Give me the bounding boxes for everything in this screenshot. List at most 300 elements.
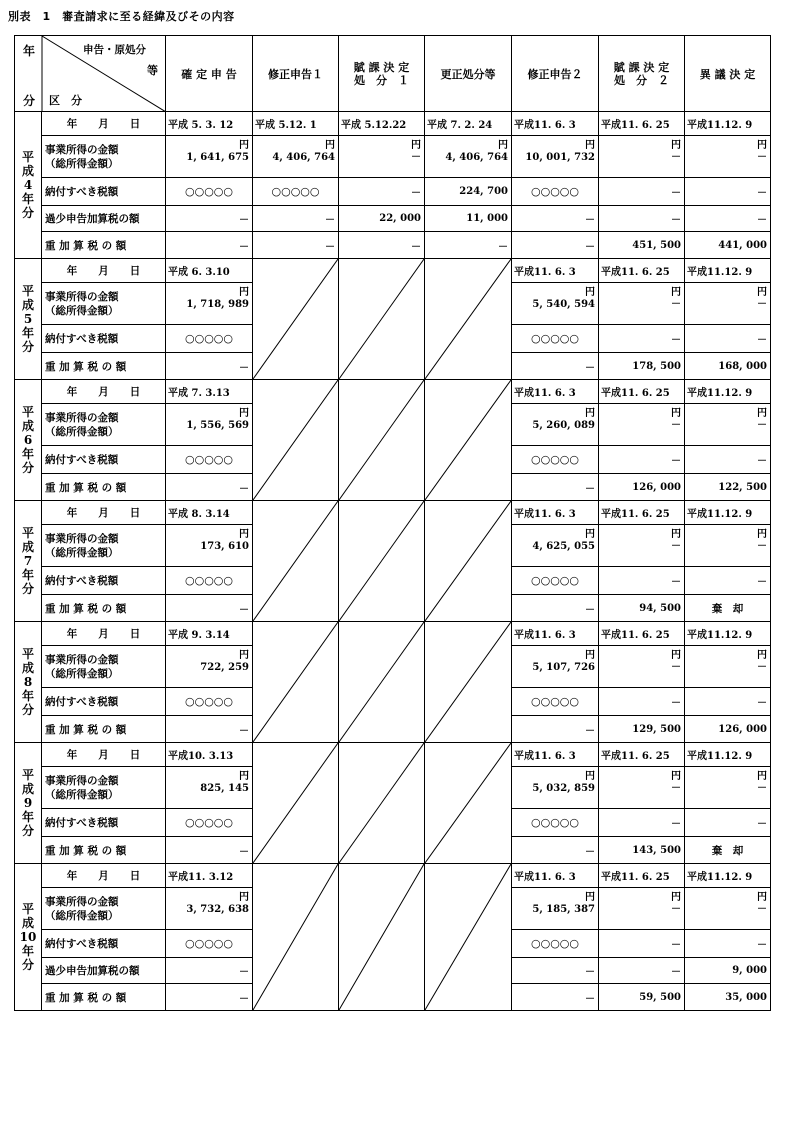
year-label bbox=[15, 284, 41, 354]
year-label-char: 平 bbox=[21, 405, 34, 419]
row-label-text: 納付すべき税額 bbox=[45, 938, 119, 950]
year-label bbox=[15, 150, 41, 220]
not-applicable-cell bbox=[253, 380, 339, 501]
yen-unit: 円 bbox=[325, 140, 335, 151]
diagonal-slash bbox=[339, 743, 424, 863]
masked-amount: ○○○○○ bbox=[531, 453, 579, 466]
year-label-char: 成 bbox=[21, 916, 34, 930]
heavy-value: － bbox=[239, 846, 249, 858]
date-value: 平成10. 3.13 bbox=[168, 751, 234, 762]
year-label-char: 4 bbox=[23, 178, 33, 192]
yen-unit: 円 bbox=[671, 892, 681, 903]
year-label-char: 年 bbox=[21, 944, 34, 958]
under-value: 11, 000 bbox=[466, 213, 508, 224]
income-value: 1, 718, 989 bbox=[186, 299, 249, 310]
year-label-char: 年 bbox=[21, 810, 34, 824]
year-label-char: 分 bbox=[21, 703, 34, 717]
masked-amount: ○○○○○ bbox=[531, 332, 579, 345]
income-value: － bbox=[757, 783, 767, 794]
year-label-char: 成 bbox=[21, 540, 34, 554]
year-label-char: 成 bbox=[21, 164, 34, 178]
row-label-heavy bbox=[42, 232, 166, 259]
row-label-income bbox=[42, 646, 166, 688]
table-row bbox=[15, 380, 771, 404]
value-cell-tax bbox=[599, 446, 685, 474]
value-cell-income bbox=[599, 767, 685, 809]
row-label-text: 重 加 算 税 の 額 bbox=[45, 360, 127, 373]
tax-value: － bbox=[671, 456, 681, 467]
value-cell-heavy bbox=[599, 595, 685, 622]
value-cell-income bbox=[166, 525, 253, 567]
diagonal-slash bbox=[339, 380, 424, 500]
masked-amount: ○○○○○ bbox=[185, 453, 233, 466]
year-label-char: 平 bbox=[21, 284, 34, 298]
not-applicable-cell bbox=[339, 501, 425, 622]
col-header: 確 定 申 告 bbox=[166, 36, 253, 112]
value-cell-tax bbox=[512, 930, 599, 958]
income-value: － bbox=[757, 152, 767, 163]
value-cell-income bbox=[685, 136, 771, 178]
table-row bbox=[15, 743, 771, 767]
date-value: 平成11. 6. 3 bbox=[514, 388, 576, 399]
year-label-char: 10 bbox=[19, 930, 37, 944]
heavy-value: 129, 500 bbox=[632, 723, 681, 735]
value-cell-tax bbox=[512, 446, 599, 474]
value-cell-income bbox=[512, 767, 599, 809]
value-cell-heavy bbox=[685, 984, 771, 1011]
value-cell-heavy bbox=[599, 353, 685, 380]
value-cell-under bbox=[339, 206, 425, 232]
tax-value: － bbox=[757, 819, 767, 830]
income-value: 5, 540, 594 bbox=[532, 299, 595, 310]
year-label-char: 7 bbox=[23, 554, 33, 568]
tax-value: － bbox=[671, 819, 681, 830]
heavy-value: 143, 500 bbox=[632, 844, 681, 856]
value-cell-under bbox=[512, 206, 599, 232]
row-label-text: 事業所得の金額 bbox=[45, 653, 119, 666]
tax-value: － bbox=[757, 335, 767, 346]
under-value: － bbox=[757, 215, 767, 226]
income-value: － bbox=[757, 299, 767, 310]
yen-unit: 円 bbox=[585, 892, 595, 903]
row-label-text: 過少申告加算税の額 bbox=[45, 213, 140, 225]
heavy-value: － bbox=[585, 483, 595, 495]
row-label-date bbox=[42, 864, 166, 888]
value-cell-tax bbox=[166, 809, 253, 837]
value-cell-income bbox=[685, 525, 771, 567]
tax-value: － bbox=[757, 188, 767, 199]
heavy-value: 棄 却 bbox=[711, 844, 744, 857]
heavy-value: － bbox=[239, 993, 249, 1005]
value-cell-date bbox=[166, 864, 253, 888]
value-cell-heavy bbox=[253, 232, 339, 259]
yen-unit: 円 bbox=[757, 892, 767, 903]
value-cell-income bbox=[166, 767, 253, 809]
table-row bbox=[15, 206, 771, 232]
value-cell-tax bbox=[512, 178, 599, 206]
col-header: 賦 課 決 定 処 分 ２ bbox=[599, 36, 685, 112]
row-label-text: 事業所得の金額 bbox=[45, 143, 119, 156]
heavy-value: － bbox=[411, 241, 421, 253]
masked-amount: ○○○○○ bbox=[185, 695, 233, 708]
not-applicable-cell bbox=[339, 259, 425, 380]
year-label-char: 年 bbox=[21, 568, 34, 582]
income-value: 3, 732, 638 bbox=[186, 904, 249, 915]
value-cell-heavy bbox=[685, 232, 771, 259]
value-cell-date bbox=[599, 501, 685, 525]
diagonal-slash bbox=[425, 259, 511, 379]
under-value: － bbox=[585, 967, 595, 978]
date-value: 平成 5. 3. 12 bbox=[168, 120, 234, 131]
date-value: 平成11.12. 9 bbox=[687, 872, 753, 883]
under-value: － bbox=[585, 215, 595, 226]
row-label-income bbox=[42, 888, 166, 930]
income-value: 4, 625, 055 bbox=[532, 541, 595, 552]
date-value: 平成11.12. 9 bbox=[687, 630, 753, 641]
row-label-date bbox=[42, 501, 166, 525]
value-cell-under bbox=[685, 958, 771, 984]
not-applicable-cell bbox=[339, 622, 425, 743]
row-label-heavy bbox=[42, 595, 166, 622]
date-value: 平成11. 6. 25 bbox=[601, 872, 670, 883]
row-label-text: 年 月 日 bbox=[66, 265, 141, 277]
row-label-subtext: （総所得金額） bbox=[45, 667, 119, 680]
year-label-char: 平 bbox=[21, 150, 34, 164]
value-cell-tax bbox=[685, 688, 771, 716]
value-cell-under bbox=[166, 206, 253, 232]
date-value: 平成11.12. 9 bbox=[687, 267, 753, 278]
masked-amount: ○○○○○ bbox=[531, 937, 579, 950]
tax-value: － bbox=[757, 577, 767, 588]
value-cell-income bbox=[599, 646, 685, 688]
header-row bbox=[15, 36, 771, 112]
date-value: 平成11. 6. 3 bbox=[514, 509, 576, 520]
under-value: － bbox=[671, 967, 681, 978]
row-label-text: 納付すべき税額 bbox=[45, 817, 119, 829]
under-value: 22, 000 bbox=[379, 213, 421, 224]
yen-unit: 円 bbox=[757, 650, 767, 661]
heavy-value: 126, 000 bbox=[718, 723, 767, 735]
value-cell-date bbox=[599, 380, 685, 404]
row-label-text: 事業所得の金額 bbox=[45, 895, 119, 908]
yen-unit: 円 bbox=[757, 140, 767, 151]
row-label-income bbox=[42, 136, 166, 178]
year-label-char: 成 bbox=[21, 782, 34, 796]
income-value: 722, 259 bbox=[200, 662, 249, 673]
value-cell-heavy bbox=[599, 984, 685, 1011]
income-value: 825, 145 bbox=[200, 783, 249, 794]
value-cell-income bbox=[166, 404, 253, 446]
table-row bbox=[15, 136, 771, 178]
masked-amount: ○○○○○ bbox=[531, 695, 579, 708]
date-value: 平成 6. 3.10 bbox=[168, 267, 230, 278]
income-value: － bbox=[671, 783, 681, 794]
tax-value: － bbox=[757, 698, 767, 709]
table-body bbox=[15, 112, 771, 1011]
value-cell-tax bbox=[685, 567, 771, 595]
value-cell-heavy bbox=[512, 353, 599, 380]
heavy-value: － bbox=[325, 241, 335, 253]
row-label-text: 重 加 算 税 の 額 bbox=[45, 602, 127, 615]
date-value: 平成 9. 3.14 bbox=[168, 630, 230, 641]
heavy-value: － bbox=[585, 604, 595, 616]
date-value: 平成11.12. 9 bbox=[687, 388, 753, 399]
table-row bbox=[15, 259, 771, 283]
value-cell-income bbox=[166, 646, 253, 688]
masked-amount: ○○○○○ bbox=[185, 816, 233, 829]
year-label bbox=[15, 902, 41, 972]
value-cell-under bbox=[685, 206, 771, 232]
value-cell-tax bbox=[599, 178, 685, 206]
value-cell-income bbox=[166, 136, 253, 178]
row-label-date bbox=[42, 622, 166, 646]
not-applicable-cell bbox=[253, 501, 339, 622]
row-label-text: 過少申告加算税の額 bbox=[45, 965, 140, 977]
value-cell-date bbox=[599, 743, 685, 767]
row-label-date bbox=[42, 380, 166, 404]
tax-value: － bbox=[671, 188, 681, 199]
year-label-char: 分 bbox=[21, 824, 34, 838]
income-value: － bbox=[671, 541, 681, 552]
heavy-value: 178, 500 bbox=[632, 360, 681, 372]
value-cell-heavy bbox=[512, 837, 599, 864]
income-value: 1, 641, 675 bbox=[186, 152, 249, 163]
value-cell-under bbox=[512, 958, 599, 984]
row-label-tax bbox=[42, 809, 166, 837]
value-cell-tax bbox=[512, 325, 599, 353]
date-value: 平成11.12. 9 bbox=[687, 751, 753, 762]
yen-unit: 円 bbox=[585, 771, 595, 782]
value-cell-tax bbox=[685, 809, 771, 837]
date-value: 平成11. 6. 25 bbox=[601, 509, 670, 520]
value-cell-tax bbox=[166, 688, 253, 716]
year-label-char: 成 bbox=[21, 661, 34, 675]
income-value: － bbox=[411, 152, 421, 163]
row-label-text: 納付すべき税額 bbox=[45, 454, 119, 466]
masked-amount: ○○○○○ bbox=[531, 574, 579, 587]
value-cell-tax bbox=[425, 178, 512, 206]
value-cell-income bbox=[512, 888, 599, 930]
income-value: 1, 556, 569 bbox=[186, 420, 249, 431]
row-label-date bbox=[42, 259, 166, 283]
row-label-text: 納付すべき税額 bbox=[45, 333, 119, 345]
value-cell-heavy bbox=[599, 837, 685, 864]
row-label-text: 事業所得の金額 bbox=[45, 290, 119, 303]
not-applicable-cell bbox=[425, 501, 512, 622]
diagonal-slash bbox=[253, 259, 338, 379]
value-cell-date bbox=[512, 864, 599, 888]
value-cell-tax bbox=[512, 809, 599, 837]
value-cell-date bbox=[685, 501, 771, 525]
not-applicable-cell bbox=[253, 622, 339, 743]
yen-unit: 円 bbox=[239, 529, 249, 540]
value-cell-date bbox=[685, 864, 771, 888]
row-label-date bbox=[42, 743, 166, 767]
value-cell-income bbox=[599, 136, 685, 178]
income-value: － bbox=[671, 904, 681, 915]
value-cell-income bbox=[685, 646, 771, 688]
value-cell-heavy bbox=[425, 232, 512, 259]
heavy-value: － bbox=[585, 993, 595, 1005]
value-cell-under bbox=[425, 206, 512, 232]
value-cell-heavy bbox=[685, 353, 771, 380]
row-label-tax bbox=[42, 930, 166, 958]
yen-unit: 円 bbox=[239, 287, 249, 298]
income-value: 5, 032, 859 bbox=[532, 783, 595, 794]
diagonal-slash bbox=[425, 622, 511, 742]
row-label-subtext: （総所得金額） bbox=[45, 909, 119, 922]
value-cell-date bbox=[685, 259, 771, 283]
row-label-heavy bbox=[42, 353, 166, 380]
year-label-char: 年 bbox=[21, 689, 34, 703]
heavy-value: － bbox=[239, 362, 249, 374]
value-cell-tax bbox=[512, 567, 599, 595]
row-label-heavy bbox=[42, 474, 166, 501]
row-label-subtext: （総所得金額） bbox=[45, 304, 119, 317]
row-label-subtext: （総所得金額） bbox=[45, 788, 119, 801]
not-applicable-cell bbox=[425, 380, 512, 501]
year-label bbox=[15, 405, 41, 475]
yen-unit: 円 bbox=[757, 771, 767, 782]
col-header: 修正申告１ bbox=[253, 36, 339, 112]
year-label-char: 平 bbox=[21, 902, 34, 916]
table-row bbox=[15, 112, 771, 136]
yen-unit: 円 bbox=[671, 140, 681, 151]
col-header: 更正処分等 bbox=[425, 36, 512, 112]
under-value: 9, 000 bbox=[732, 965, 767, 976]
value-cell-tax bbox=[166, 930, 253, 958]
value-cell-heavy bbox=[166, 837, 253, 864]
row-label-text: 年 月 日 bbox=[66, 628, 141, 640]
value-cell-heavy bbox=[339, 232, 425, 259]
row-label-text: 納付すべき税額 bbox=[45, 696, 119, 708]
value-cell-under bbox=[166, 958, 253, 984]
income-value: 173, 610 bbox=[200, 541, 249, 552]
value-cell-heavy bbox=[512, 716, 599, 743]
yen-unit: 円 bbox=[671, 650, 681, 661]
year-label-cell bbox=[15, 864, 42, 1011]
income-value: 5, 185, 387 bbox=[532, 904, 595, 915]
heavy-value: － bbox=[239, 483, 249, 495]
value-cell-tax bbox=[685, 178, 771, 206]
value-cell-date bbox=[512, 380, 599, 404]
not-applicable-cell bbox=[339, 743, 425, 864]
yen-unit: 円 bbox=[671, 771, 681, 782]
year-label-char: 年 bbox=[21, 192, 34, 206]
diagonal-slash bbox=[425, 864, 511, 1010]
date-value: 平成11.12. 9 bbox=[687, 509, 753, 520]
yen-unit: 円 bbox=[239, 140, 249, 151]
yen-unit: 円 bbox=[671, 529, 681, 540]
value-cell-tax bbox=[599, 930, 685, 958]
income-value: － bbox=[757, 662, 767, 673]
col-header: 賦 課 決 定 処 分 １ bbox=[339, 36, 425, 112]
row-label-text: 納付すべき税額 bbox=[45, 575, 119, 587]
diagonal-slash bbox=[339, 259, 424, 379]
yen-unit: 円 bbox=[239, 408, 249, 419]
diagonal-slash bbox=[339, 864, 424, 1010]
yen-unit: 円 bbox=[671, 408, 681, 419]
masked-amount: ○○○○○ bbox=[185, 185, 233, 198]
row-label-tax bbox=[42, 446, 166, 474]
value-cell-income bbox=[599, 283, 685, 325]
value-cell-income bbox=[512, 404, 599, 446]
value-cell-income bbox=[599, 888, 685, 930]
date-value: 平成11. 6. 3 bbox=[514, 630, 576, 641]
heavy-value: 35, 000 bbox=[725, 991, 767, 1003]
heavy-value: － bbox=[585, 725, 595, 737]
yen-unit: 円 bbox=[498, 140, 508, 151]
value-cell-tax bbox=[166, 325, 253, 353]
value-cell-heavy bbox=[685, 595, 771, 622]
row-label-tax bbox=[42, 688, 166, 716]
corner-top-label: 申告・原処分 bbox=[83, 44, 146, 56]
value-cell-date bbox=[512, 622, 599, 646]
row-label-text: 重 加 算 税 の 額 bbox=[45, 481, 127, 494]
row-label-date bbox=[42, 112, 166, 136]
value-cell-income bbox=[339, 136, 425, 178]
value-cell-tax bbox=[339, 178, 425, 206]
year-label-char: 5 bbox=[23, 312, 33, 326]
value-cell-tax bbox=[599, 688, 685, 716]
value-cell-income bbox=[512, 136, 599, 178]
row-label-heavy bbox=[42, 984, 166, 1011]
row-label-text: 納付すべき税額 bbox=[45, 186, 119, 198]
value-cell-heavy bbox=[512, 232, 599, 259]
header-corner bbox=[15, 36, 166, 112]
value-cell-income bbox=[685, 767, 771, 809]
value-cell-tax bbox=[166, 567, 253, 595]
year-label bbox=[15, 647, 41, 717]
year-label-char: 分 bbox=[21, 958, 34, 972]
date-value: 平成11. 6. 3 bbox=[514, 267, 576, 278]
value-cell-heavy bbox=[166, 716, 253, 743]
heavy-value: 棄 却 bbox=[711, 602, 744, 615]
year-label-cell bbox=[15, 622, 42, 743]
value-cell-date bbox=[166, 112, 253, 136]
heavy-value: 122, 500 bbox=[718, 481, 767, 493]
income-value: 10, 001, 732 bbox=[525, 152, 595, 163]
heavy-value: － bbox=[239, 604, 249, 616]
value-cell-date bbox=[512, 501, 599, 525]
row-label-income bbox=[42, 525, 166, 567]
yen-unit: 円 bbox=[585, 408, 595, 419]
value-cell-tax bbox=[166, 178, 253, 206]
income-value: － bbox=[757, 904, 767, 915]
value-cell-heavy bbox=[166, 353, 253, 380]
yen-unit: 円 bbox=[411, 140, 421, 151]
value-cell-income bbox=[166, 283, 253, 325]
diagonal-slash bbox=[253, 380, 338, 500]
value-cell-income bbox=[599, 525, 685, 567]
under-value: － bbox=[239, 215, 249, 226]
value-cell-tax bbox=[685, 446, 771, 474]
tax-value: 224, 700 bbox=[459, 186, 508, 197]
year-label-char: 年 bbox=[21, 326, 34, 340]
value-cell-heavy bbox=[599, 232, 685, 259]
not-applicable-cell bbox=[425, 743, 512, 864]
value-cell-heavy bbox=[512, 474, 599, 501]
diagonal-slash bbox=[339, 622, 424, 742]
date-value: 平成 8. 3.14 bbox=[168, 509, 230, 520]
yen-unit: 円 bbox=[757, 408, 767, 419]
row-label-heavy bbox=[42, 716, 166, 743]
tax-value: － bbox=[671, 698, 681, 709]
row-label-text: 年 月 日 bbox=[66, 386, 141, 398]
yen-unit: 円 bbox=[757, 529, 767, 540]
under-value: － bbox=[325, 215, 335, 226]
under-value: － bbox=[671, 215, 681, 226]
